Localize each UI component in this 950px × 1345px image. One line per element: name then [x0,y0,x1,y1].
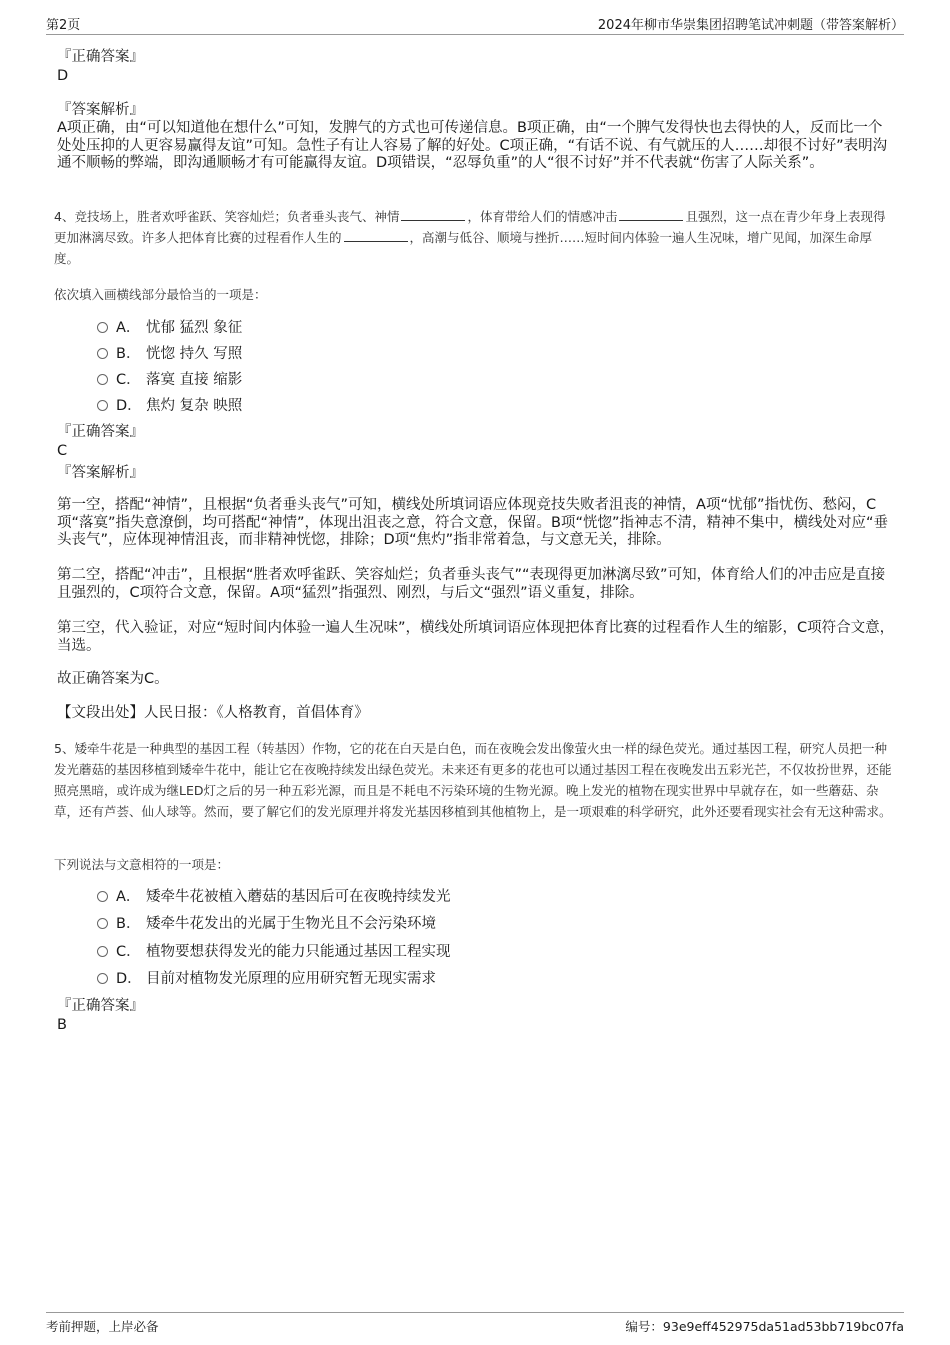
blank-2[interactable] [619,208,683,221]
footer-slogan: 考前押题，上岸必备 [46,1319,159,1334]
blank-3[interactable] [344,229,408,242]
blank-1[interactable] [401,208,465,221]
page-footer [46,1312,904,1339]
q5-option-d[interactable]: D． 目前对植物发光原理的应用研究暂无现实需求 [97,969,436,989]
q4-analysis-p3: 第三空，代入验证，对应“短时间内体验一遍人生况味”，横线处所填词语应体现把体育比赛的过程看作人生的缩影，C项符合文意，当选。 [57,620,895,654]
q4-source: 【文段出处】人民日报：《人格教育，首倡体育》 [57,705,369,721]
q4-option-a[interactable]: A． 忧郁 猛烈 象征 [97,318,242,338]
q4-option-c[interactable]: C． 落寞 直接 缩影 [97,370,242,390]
q4-analysis-label: 『答案解析』 [57,465,144,481]
radio-icon[interactable] [97,400,108,411]
q3-answer: D [57,68,69,84]
q5-option-b[interactable]: B． 矮牵牛花发出的光属于生物光且不会污染环境 [97,914,436,934]
radio-icon[interactable] [97,348,108,359]
q5-stem: 5、矮牵牛花是一种典型的基因工程（转基因）作物，它的花在白天是白色，而在夜晚会发出像萤火虫一样的绿色荧光。通过基因工程，研究人员把一种发光蘑菇的基因移植到矮牵牛花中，能让它在夜晚持续发出绿色荧光。未来还有更多的花也可以通过基因工程在夜晚发出五彩光芒，不仅妆扮世界，还能照亮黑暗，或许成为继LED灯之后的另一种五彩光源，而且是不耗电不污染环境的生物光源。晚上发光的植物在现实世界中早就存在，如一些蘑菇、杂草，还有芦荟、仙人球等。然而，要了解它们的发光原理并将发光基因移植到其他植物上，是一项艰难的科学研究，此外还要看现实社会有无这种需求。 [54,741,892,819]
radio-icon[interactable] [97,891,108,902]
q4-stem: 4、竞技场上，胜者欢呼雀跃、笑容灿烂；负者垂头丧气、神情 ，体育带给人们的情感冲击 且强烈，这一点在青少年身上表现得更加淋漓尽致。许多人把体育比赛的过程看作人生的 ，高潮与低谷、顺境与挫折……短时间内体验一遍人生况味，增广见闻，加深生命厚度。 [54,209,886,266]
q4-analysis-p1: 第一空，搭配“神情”，且根据“负者垂头丧气”可知，横线处所填词语应体现竞技失败者沮丧的神情，A项“忧郁”指忧伤、愁闷，C项“落寞”指失意潦倒，均可搭配“神情”，体现出沮丧之意，符合文意，保留。B项“恍惚”指神志不清，精神不集中，横线处对应“垂头丧气”，应体现神情沮丧，而非精神恍惚，排除；D项“焦灼”指非常着急，与文意无关，排除。 [57,497,889,548]
radio-icon[interactable] [97,946,108,957]
q4-option-d[interactable]: D． 焦灼 复杂 映照 [97,396,242,416]
radio-icon[interactable] [97,374,108,385]
q4-analysis-p2: 第二空，搭配“冲击”，且根据“胜者欢呼雀跃、笑容灿烂；负者垂头丧气”“表现得更加淋漓尽致”可知，体育给人们的冲击应是直接且强烈的，C项符合文意，保留。A项“猛烈”指强烈、刚烈，与后文“强烈”语义重复，排除。 [57,567,886,601]
page-header [46,14,904,35]
q5-answer-label: 『正确答案』 [57,998,144,1014]
q3-analysis-label: 『答案解析』 [57,102,144,118]
document-code: 编号：93e9eff452975da51ad53bb719bc07fa [625,1319,904,1334]
radio-icon[interactable] [97,973,108,984]
q5-answer: B [57,1017,67,1033]
q4-analysis-conclusion: 故正确答案为C。 [57,671,169,687]
q4-option-b[interactable]: B． 恍惚 持久 写照 [97,344,242,364]
q4-answer-label: 『正确答案』 [57,424,144,440]
q4-answer: C [57,443,68,459]
q5-option-a[interactable]: A． 矮牵牛花被植入蘑菇的基因后可在夜晚持续发光 [97,887,451,907]
q4-prompt: 依次填入画横线部分最恰当的一项是： [54,287,267,302]
q3-analysis: A项正确，由“可以知道他在想什么”可知，发脾气的方式也可传递信息。B项正确，由“一个脾气发得快也去得快的人，反而比一个处处压抑的人更容易赢得友谊”可知。急性子有让人容易了解的好处。C项正确，“有话不说、有气就压的人……却很不讨好”表明沟通不顺畅的弊端，即沟通顺畅才有可能赢得友谊。D项错误，“忍辱负重”的人“很不讨好”并不代表就“伤害了人际关系”。 [57,120,888,171]
page-number: 第2页 [46,18,81,33]
document-title: 2024年柳市华崇集团招聘笔试冲刺题（带答案解析） [597,18,904,33]
radio-icon[interactable] [97,322,108,333]
q5-option-c[interactable]: C． 植物要想获得发光的能力只能通过基因工程实现 [97,942,451,962]
q5-prompt: 下列说法与文意相符的一项是： [54,857,230,872]
q3-answer-label: 『正确答案』 [57,49,144,65]
radio-icon[interactable] [97,918,108,929]
